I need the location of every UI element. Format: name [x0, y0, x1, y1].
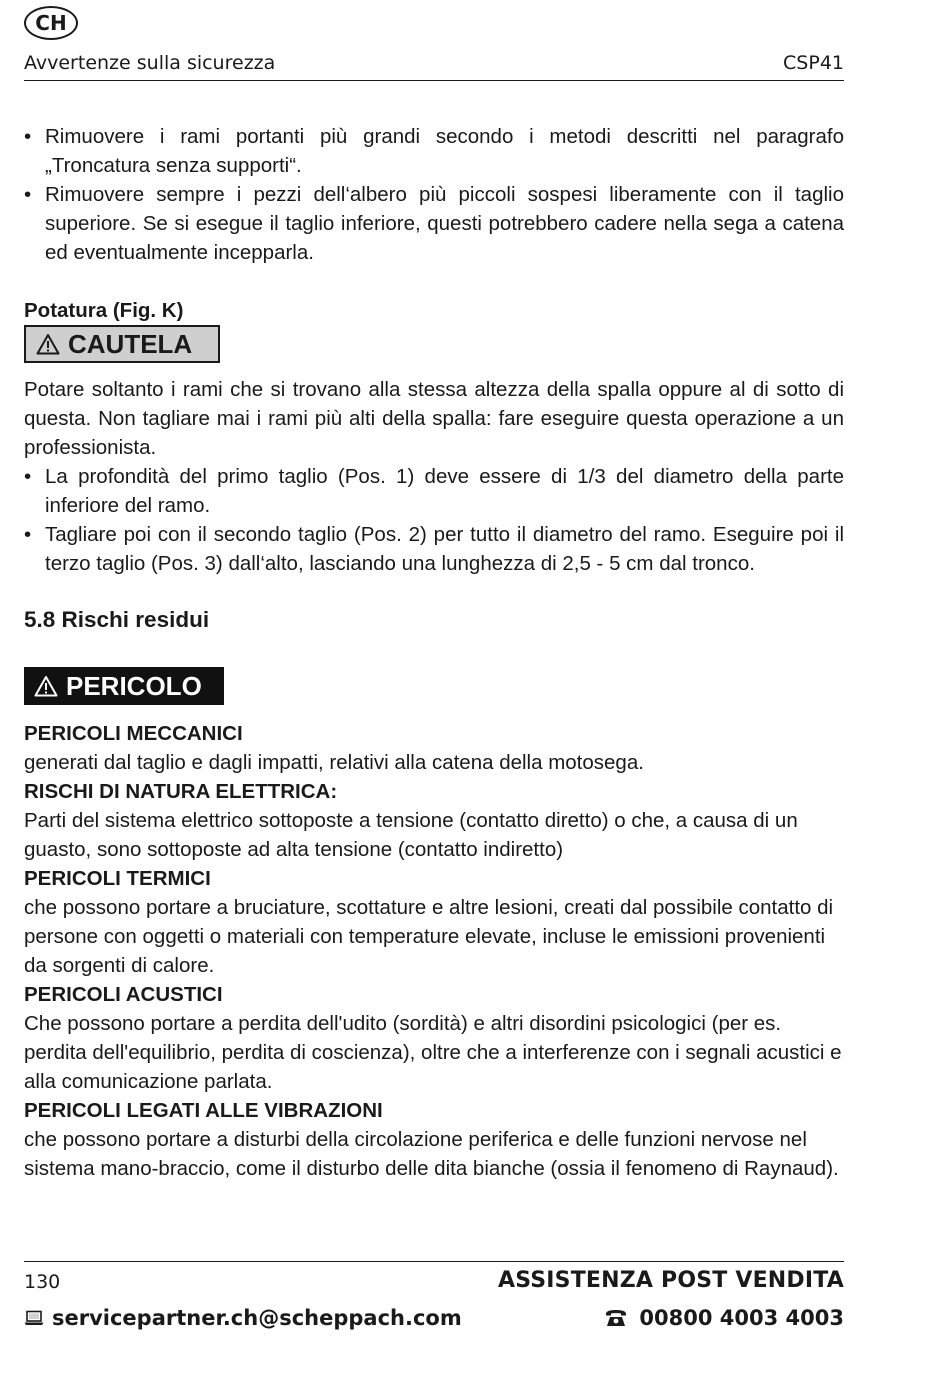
manual-page — [24, 0, 844, 1374]
service-title: ASSISTENZA POST VENDITA — [497, 1268, 844, 1293]
list-item: • Rimuovere sempre i pezzi dell‘albero più piccoli sospesi liberamente con il taglio superiore. Se si esegue il taglio inferiore, questi potrebbero cadere nella sega a catena ed eventualmente incepparla. — [24, 183, 844, 264]
risk-title: PERICOLI TERMICI — [24, 867, 211, 890]
risk-text: generati dal taglio e dagli impatti, relativi alla catena della motosega. — [24, 751, 644, 774]
pruning-text: Potare soltanto i rami che si trovano alla stessa altezza della spalla oppure al di sotto di questa. Non tagliare mai i rami più alti della spalla: fare eseguire questa operazione a un professionista. — [24, 378, 844, 459]
pruning-heading: Potatura (Fig. K) — [24, 299, 184, 322]
email-text[interactable]: servicepartner.ch@scheppach.com — [52, 1306, 462, 1330]
danger-label — [24, 667, 224, 705]
danger-text: PERICOLO — [66, 670, 202, 701]
warning-triangle-icon — [36, 333, 60, 355]
residual-risks-heading: 5.8 Rischi residui — [24, 607, 210, 632]
caution-text: CAUTELA — [68, 328, 193, 359]
list-item-text: Rimuovere sempre i pezzi dell‘albero più piccoli sospesi liberamente con il taglio superiore. Se si esegue il taglio inferiore, questi potrebbero cadere nella sega a catena ed eventualmente incepparla. — [45, 183, 844, 264]
risk-item — [24, 719, 844, 777]
section-title: Avvertenze sulla sicurezza — [24, 52, 276, 74]
page-content — [24, 122, 844, 1183]
warning-triangle-icon — [34, 675, 58, 697]
risk-title: PERICOLI MECCANICI — [24, 722, 243, 745]
risk-title: PERICOLI ACUSTICI — [24, 983, 223, 1006]
risk-title: RISCHI DI NATURA ELETTRICA: — [24, 780, 338, 803]
risk-title: PERICOLI LEGATI ALLE VIBRAZIONI — [24, 1099, 383, 1122]
list-item: • La profondità del primo taglio (Pos. 1) deve essere di 1/3 del diametro della parte inferiore del ramo. — [24, 465, 844, 517]
list-item: • Rimuovere i rami portanti più grandi secondo i metodi descritti nel paragrafo „Troncatura senza supporti“. — [24, 125, 844, 177]
risk-item — [24, 777, 844, 864]
service-phone[interactable] — [605, 1306, 844, 1330]
risk-text: Parti del sistema elettrico sottoposte a tensione (contatto diretto) o che, a causa di un guasto, sono sottoposte ad alta tensione (contatto indiretto) — [24, 809, 798, 861]
risk-item — [24, 980, 844, 1096]
list-item-text: Rimuovere i rami portanti più grandi secondo i metodi descritti nel paragrafo „Troncatura senza supporti“. — [45, 125, 844, 177]
risk-item — [24, 864, 844, 980]
risk-text: Che possono portare a perdita dell'udito (sordità) e altri disordini psicologici (per es. perdita dell'equilibrio, perdita di coscienza), oltre che a interferenze con i segnali acustici e alla comunicazione parlata. — [24, 1012, 842, 1093]
page-header — [24, 50, 844, 81]
list-item-text: La profondità del primo taglio (Pos. 1) deve essere di 1/3 del diametro della parte inferiore del ramo. — [45, 465, 844, 517]
footer-divider — [24, 1261, 844, 1262]
list-item-text: Tagliare poi con il secondo taglio (Pos. 2) per tutto il diametro del ramo. Eseguire poi il terzo taglio (Pos. 3) dall‘alto, lasciando una lunghezza di 2,5 - 5 cm dal tronco. — [45, 523, 844, 575]
risk-text: che possono portare a bruciature, scottature e altre lesioni, creati dal possibile contatto di persone con oggetti o materiali con temperature elevate, incluse le emissioni provenienti da sorgenti di calore. — [24, 896, 834, 977]
list-item: • Tagliare poi con il secondo taglio (Pos. 2) per tutto il diametro del ramo. Eseguire poi il terzo taglio (Pos. 3) dall‘alto, lasciando una lunghezza di 2,5 - 5 cm dal tronco. — [24, 523, 844, 575]
laptop-icon — [24, 1310, 44, 1326]
risk-text: che possono portare a disturbi della circolazione periferica e delle funzioni nervose nel sistema mano-braccio, come il disturbo delle dita bianche (ossia il fenomeno di Raynaud). — [24, 1128, 839, 1180]
model-code: CSP41 — [783, 52, 844, 74]
telephone-icon — [605, 1309, 627, 1327]
service-email[interactable] — [24, 1306, 462, 1330]
page-number: 130 — [24, 1271, 61, 1293]
country-badge: CH — [24, 6, 78, 40]
phone-text[interactable]: 00800 4003 4003 — [639, 1306, 844, 1330]
risk-item — [24, 1096, 844, 1183]
caution-label — [24, 325, 220, 363]
